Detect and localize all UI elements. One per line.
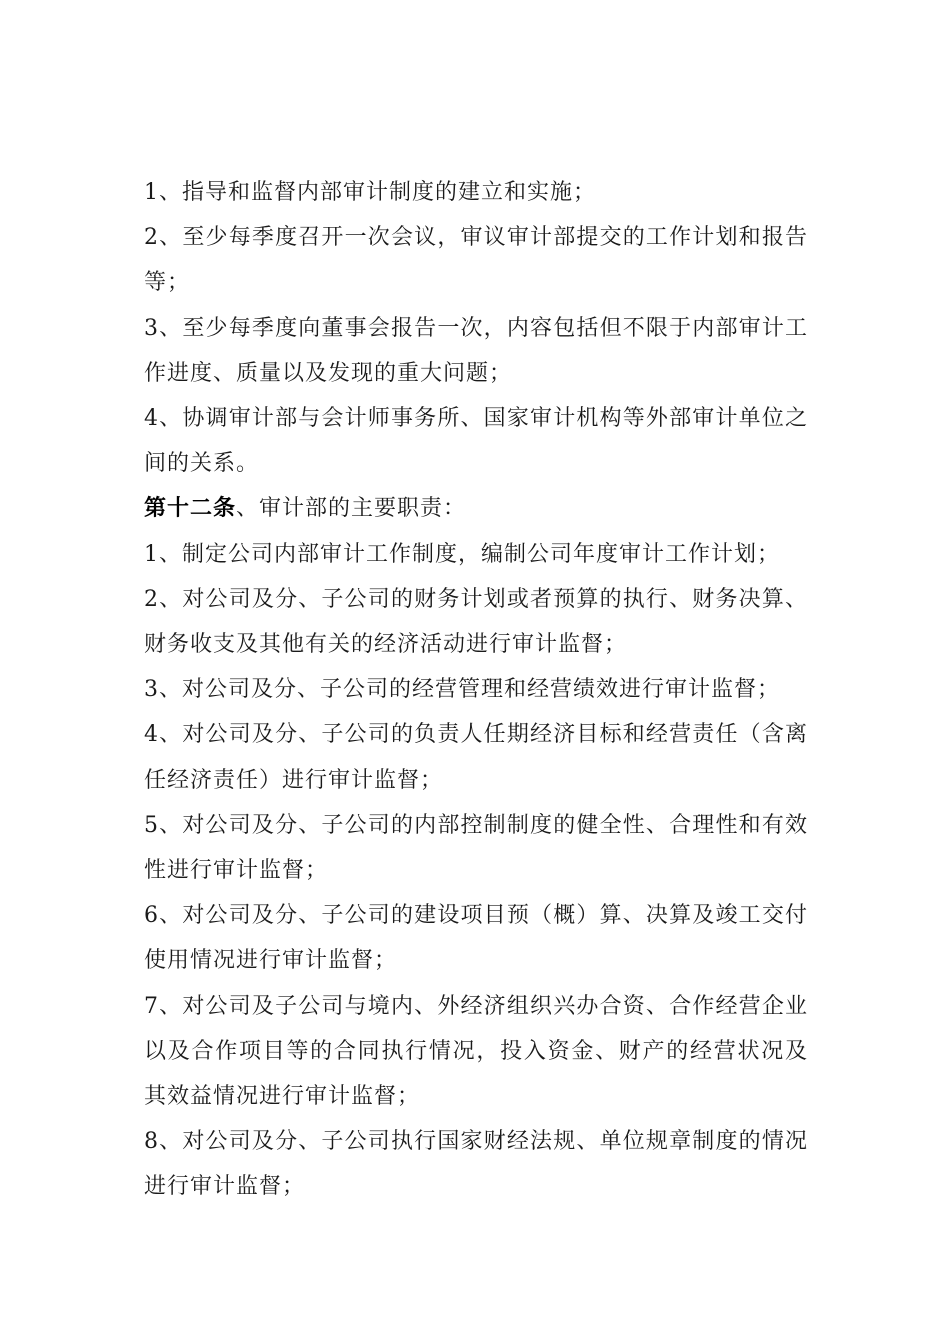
list-item: 3、至少每季度向董事会报告一次，内容包括但不限于内部审计工作进度、质量以及发现的重大问题； bbox=[144, 315, 808, 386]
list-item: 2、至少每季度召开一次会议，审议审计部提交的工作计划和报告等； bbox=[144, 225, 808, 296]
list-item: 3、对公司及分、子公司的经营管理和经营绩效进行审计监督； bbox=[144, 677, 780, 703]
list-item: 5、对公司及分、子公司的内部控制制度的健全性、合理性和有效性进行审计监督； bbox=[144, 812, 808, 884]
list-item: 4、协调审计部与会计师事务所、国家审计机构等外部审计单位之间的关系。 bbox=[144, 406, 808, 477]
article-label: 第十二条 bbox=[144, 495, 237, 522]
article-heading-text: 、审计部的主要职责： bbox=[236, 496, 467, 522]
article-heading bbox=[144, 486, 808, 531]
document-body bbox=[144, 170, 808, 1210]
list-item: 7、对公司及子公司与境内、外经济组织兴办合资、合作经营企业以及合作项目等的合同执行情况，投入资金、财产的经营状况及其效益情况进行审计监督； bbox=[144, 993, 808, 1110]
list-item: 6、对公司及分、子公司的建设项目预（概）算、决算及竣工交付使用情况进行审计监督； bbox=[144, 903, 808, 974]
list-item: 8、对公司及分、子公司执行国家财经法规、单位规章制度的情况进行审计监督； bbox=[144, 1129, 808, 1200]
list-item: 1、制定公司内部审计工作制度，编制公司年度审计工作计划； bbox=[144, 541, 780, 567]
list-item: 4、对公司及分、子公司的负责人任期经济目标和经营责任（含离任经济责任）进行审计监督； bbox=[144, 722, 808, 793]
list-item: 2、对公司及分、子公司的财务计划或者预算的执行、财务决算、财务收支及其他有关的经济活动进行审计监督； bbox=[144, 586, 808, 658]
list-item: 1、指导和监督内部审计制度的建立和实施； bbox=[144, 180, 596, 205]
